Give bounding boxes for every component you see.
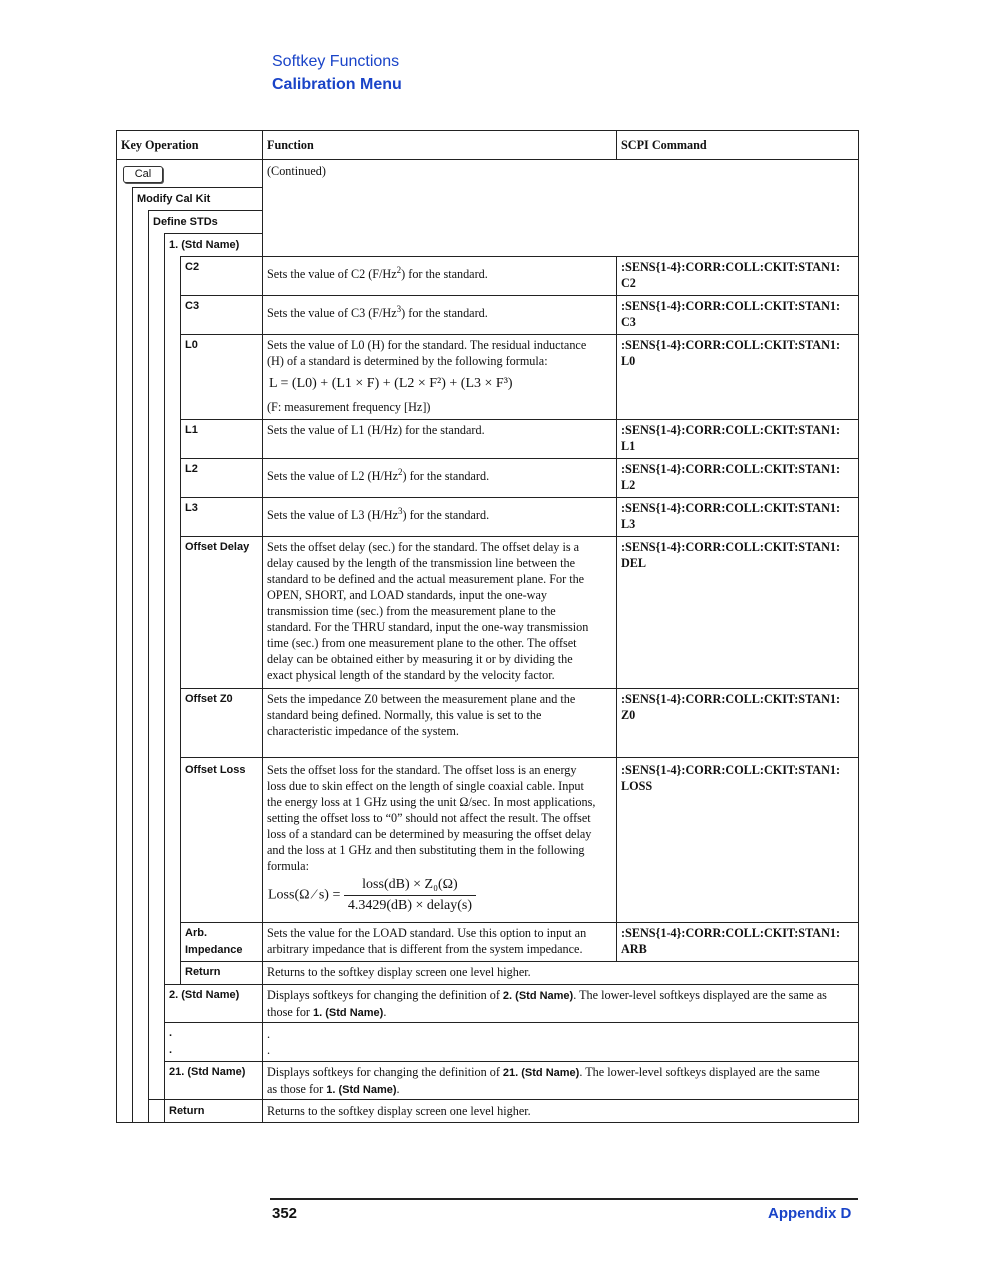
column-header-scpi-command: SCPI Command xyxy=(621,138,707,152)
scpi-l0: :SENS{1-4}:CORR:COLL:CKIT:STAN1: L0 xyxy=(621,338,841,368)
page-number: 352 xyxy=(272,1205,298,1222)
function-offset-delay: Sets the offset delay (sec.) for the standard. The offset delay is a delay caused by the length of the transmission line between the standard to be defined and the actual measurement plane. For the OPEN, SHORT, and LOAD standards, input the one-way transmission time (sec.) from the measurement plane to the standard. For the THRU standard, input the one-way transmission time (sec.) from one measurement plane to the other. The offset delay can be obtained either by measuring it or by dividing the exact physical length of the standard by the velocity factor. xyxy=(267,540,589,682)
function-l1: Sets the value of L1 (H/Hz) for the standard. xyxy=(267,423,485,437)
scpi-offset-z0: :SENS{1-4}:CORR:COLL:CKIT:STAN1: Z0 xyxy=(621,692,841,722)
softkey-offset-loss: Offset Loss xyxy=(185,764,246,776)
column-header-function: Function xyxy=(267,138,314,152)
softkey-c3: C3 xyxy=(185,300,200,312)
softkey-return-inner: Return xyxy=(185,966,221,978)
function-return-inner: Returns to the softkey display screen one level higher. xyxy=(267,965,531,979)
continued-note: (Continued) xyxy=(267,164,326,178)
softkey-l2: L2 xyxy=(185,463,198,475)
footer-rule xyxy=(270,1198,858,1200)
appendix-label: Appendix D xyxy=(768,1205,852,1222)
scpi-c2: :SENS{1-4}:CORR:COLL:CKIT:STAN1: C2 xyxy=(621,260,841,290)
softkey-return-outer: Return xyxy=(169,1105,205,1117)
subsection-title: Calibration Menu xyxy=(272,76,402,93)
column-header-key-operation: Key Operation xyxy=(121,138,199,152)
softkey-arb-impedance: Arb. Impedance xyxy=(185,927,243,956)
scpi-l3: :SENS{1-4}:CORR:COLL:CKIT:STAN1: L3 xyxy=(621,501,841,531)
scpi-l1: :SENS{1-4}:CORR:COLL:CKIT:STAN1: L1 xyxy=(621,423,841,453)
scpi-offset-delay: :SENS{1-4}:CORR:COLL:CKIT:STAN1: DEL xyxy=(621,540,841,570)
scpi-arb-impedance: :SENS{1-4}:CORR:COLL:CKIT:STAN1: ARB xyxy=(621,926,841,956)
softkey-offset-delay: Offset Delay xyxy=(185,541,250,553)
softkey-modify-cal-kit: Modify Cal Kit xyxy=(137,193,211,205)
scpi-l2: :SENS{1-4}:CORR:COLL:CKIT:STAN1: L2 xyxy=(621,462,841,492)
softkey-l0: L0 xyxy=(185,339,198,351)
softkey-ellipsis: . . xyxy=(169,1027,173,1056)
softkey-l1: L1 xyxy=(185,424,198,436)
function-c2: Sets the value of C2 (F/Hz$^2$) for the standard. xyxy=(267,265,488,282)
softkey-std-name-2: 2. (Std Name) xyxy=(169,989,240,1001)
formula-inductance: L = (L0) + (L1 × F) + (L2 × F²) + (L3 × F³) xyxy=(269,376,513,391)
scpi-c3: :SENS{1-4}:CORR:COLL:CKIT:STAN1: C3 xyxy=(621,299,841,329)
function-ellipsis: . . xyxy=(267,1027,271,1057)
function-c3: Sets the value of C3 (F/Hz$^3$) for the standard. xyxy=(267,304,488,321)
softkey-l3: L3 xyxy=(185,502,198,514)
function-std-name-2: Displays softkeys for changing the definition of 2. (Std Name). The lower-level softkeys displayed are the same as those for 1. (Std Name). xyxy=(267,988,827,1019)
section-title: Softkey Functions xyxy=(272,53,400,70)
softkey-offset-z0: Offset Z0 xyxy=(185,693,233,705)
softkey-define-stds: Define STDs xyxy=(153,216,218,228)
function-arb-impedance: Sets the value for the LOAD standard. Use this option to input an arbitrary impedance that is different from the system impedance. xyxy=(267,926,587,956)
function-offset-z0: Sets the impedance Z0 between the measurement plane and the standard being defined. Normally, this value is set to the characteristic impedance of the system. xyxy=(267,692,576,738)
function-l0: Sets the value of L0 (H) for the standard. The residual inductance (H) of a standard is determined by the following formula: xyxy=(267,338,587,368)
function-offset-loss: Sets the offset loss for the standard. The offset loss is an energy loss due to skin effect on the length of single coaxial cable. Input the energy loss at 1 GHz using the unit Ω/sec. In most applications, setting the offset loss to “0” should not affect the result. The offset loss of a standard can be determined by measuring the offset delay and the loss at 1 GHz and then substituting them in the following formula: xyxy=(267,763,596,873)
function-l0-note: (F: measurement frequency [Hz]) xyxy=(267,400,431,414)
softkey-c2: C2 xyxy=(185,261,200,273)
function-std-name-21: Displays softkeys for changing the definition of 21. (Std Name). The lower-level softkeys displayed are the same as those for 1. (Std Name). xyxy=(267,1065,820,1096)
softkey-std-name-1: 1. (Std Name) xyxy=(169,239,240,251)
function-l3: Sets the value of L3 (H/Hz$^3$) for the standard. xyxy=(267,506,490,523)
cal-hardkey: Cal xyxy=(123,166,163,183)
formula-offset-loss: Loss(Ω ⁄ s) = $\frac{\text{loss(dB) × Z₀(Ω)}}{\text{4.3429(dB) × delay(s)}}$ xyxy=(268,877,476,914)
function-l2: Sets the value of L2 (H/Hz$^2$) for the standard. xyxy=(267,467,490,484)
function-return-outer: Returns to the softkey display screen one level higher. xyxy=(267,1104,531,1118)
scpi-offset-loss: :SENS{1-4}:CORR:COLL:CKIT:STAN1: LOSS xyxy=(621,763,841,793)
softkey-std-name-21: 21. (Std Name) xyxy=(169,1066,246,1078)
